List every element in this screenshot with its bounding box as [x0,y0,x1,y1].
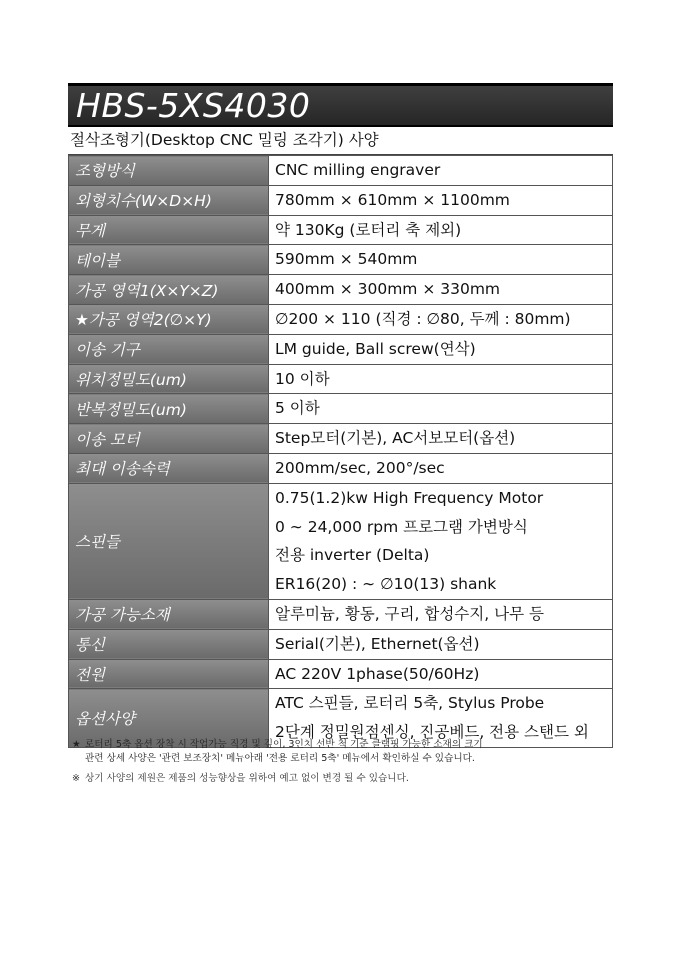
spec-value: 780mm × 610mm × 1100mm [275,190,510,209]
spec-row [69,185,613,215]
spec-value: LM guide, Ball screw(연삭) [275,339,476,358]
title-bar [68,83,613,127]
spec-sheet [68,83,613,748]
spec-row [69,659,613,689]
spec-value: 400mm × 300mm × 330mm [275,280,501,299]
spec-label: 최대 이송속력 [69,453,269,483]
spec-value: 약 130Kg (로터리 축 제외) [275,220,462,239]
footnotes [72,738,483,786]
spec-row [69,364,613,394]
spec-value: Serial(기본), Ethernet(옵션) [275,634,480,653]
spec-table [68,155,613,748]
spec-value: 2단계 정밀원점센싱, 진공베드, 전용 스탠드 외 [275,723,589,742]
spec-value-cell [269,245,613,275]
spec-value: 590mm × 540mm [275,250,418,269]
spec-value-cell [269,304,613,334]
spec-value: 0.75(1.2)kw High Frequency Motor [275,488,544,507]
spec-label: 외형치수(W×D×H) [69,185,269,215]
spec-row [69,304,613,334]
spec-value-cell [269,453,613,483]
footnote-rotary-line2: 관련 상세 사양은 '관련 보조장치' 메뉴아래 '전용 로터리 5축' 메뉴에서 확인하실 수 있습니다. [85,753,475,764]
spec-label: 무게 [69,215,269,245]
spec-label: 옵션사양 [69,689,269,748]
spec-row [69,394,613,424]
spec-subtitle: 절삭조형기(Desktop CNC 밀링 조각기) 사양 [68,127,613,155]
spec-value-cell [269,185,613,215]
spec-value: 전용 inverter (Delta) [275,546,430,565]
spec-row [69,156,613,186]
spec-value-cell [269,334,613,364]
spec-label: 조형방식 [69,156,269,186]
spec-label: 위치정밀도(um) [69,364,269,394]
spec-value: ATC 스핀들, 로터리 5축, Stylus Probe [275,694,545,713]
spec-value-cell [269,215,613,245]
spec-row [69,483,613,599]
spec-value-cell [269,483,613,599]
spec-row [69,245,613,275]
reference-mark-icon: ※ [72,773,81,784]
spec-value-cell [269,629,613,659]
spec-value: Step모터(기본), AC서보모터(옵션) [275,429,516,448]
spec-row [69,629,613,659]
spec-value: 10 이하 [275,369,330,388]
spec-value-cell [269,394,613,424]
spec-label: 가공 가능소재 [69,599,269,629]
spec-label: 스핀들 [69,483,269,599]
spec-row [69,424,613,454]
spec-value: ER16(20) : ∼ ∅10(13) shank [275,575,497,594]
spec-value: 알루미늄, 황동, 구리, 합성수지, 나무 등 [275,604,544,623]
footnote-disclaimer [72,772,483,786]
spec-label: 반복정밀도(um) [69,394,269,424]
spec-label: 테이블 [69,245,269,275]
spec-value-cell [269,364,613,394]
spec-value-cell [269,156,613,186]
spec-value-cell [269,424,613,454]
spec-value: 5 이하 [275,399,320,418]
spec-label: 이송 기구 [69,334,269,364]
footnote-disclaimer-text: 상기 사양의 제원은 제품의 성능향상을 위하여 예고 없이 변경 될 수 있습니다. [85,773,409,784]
spec-value-cell [269,599,613,629]
spec-value: 0 ∼ 24,000 rpm 프로그램 가변방식 [275,517,528,536]
spec-label: 가공 영역1(X×Y×Z) [69,275,269,305]
spec-label: 이송 모터 [69,424,269,454]
spec-label: ★가공 영역2(∅×Y) [69,304,269,334]
footnote-rotary-line1: 로터리 5축 옵션 장착 시 작업가능 직경 및 깊이, 3인치 선반 척 기준 클램핑 가능한 소재의 크기 [85,739,483,750]
spec-row [69,599,613,629]
spec-label: 전원 [69,659,269,689]
spec-value: 200mm/sec, 200°/sec [275,458,445,477]
star-icon: ★ [72,739,81,750]
spec-row [69,215,613,245]
spec-value-cell [269,659,613,689]
footnote-rotary [72,738,483,752]
spec-row [69,453,613,483]
spec-label: 통신 [69,629,269,659]
spec-row [69,275,613,305]
spec-row [69,334,613,364]
spec-value: CNC milling engraver [275,161,441,179]
spec-value: AC 220V 1phase(50/60Hz) [275,664,480,683]
spec-value: ∅200 × 110 (직경 : ∅80, 두께 : 80mm) [275,309,571,328]
spec-value-cell [269,275,613,305]
model-title: HBS-5XS4030 [76,86,311,125]
